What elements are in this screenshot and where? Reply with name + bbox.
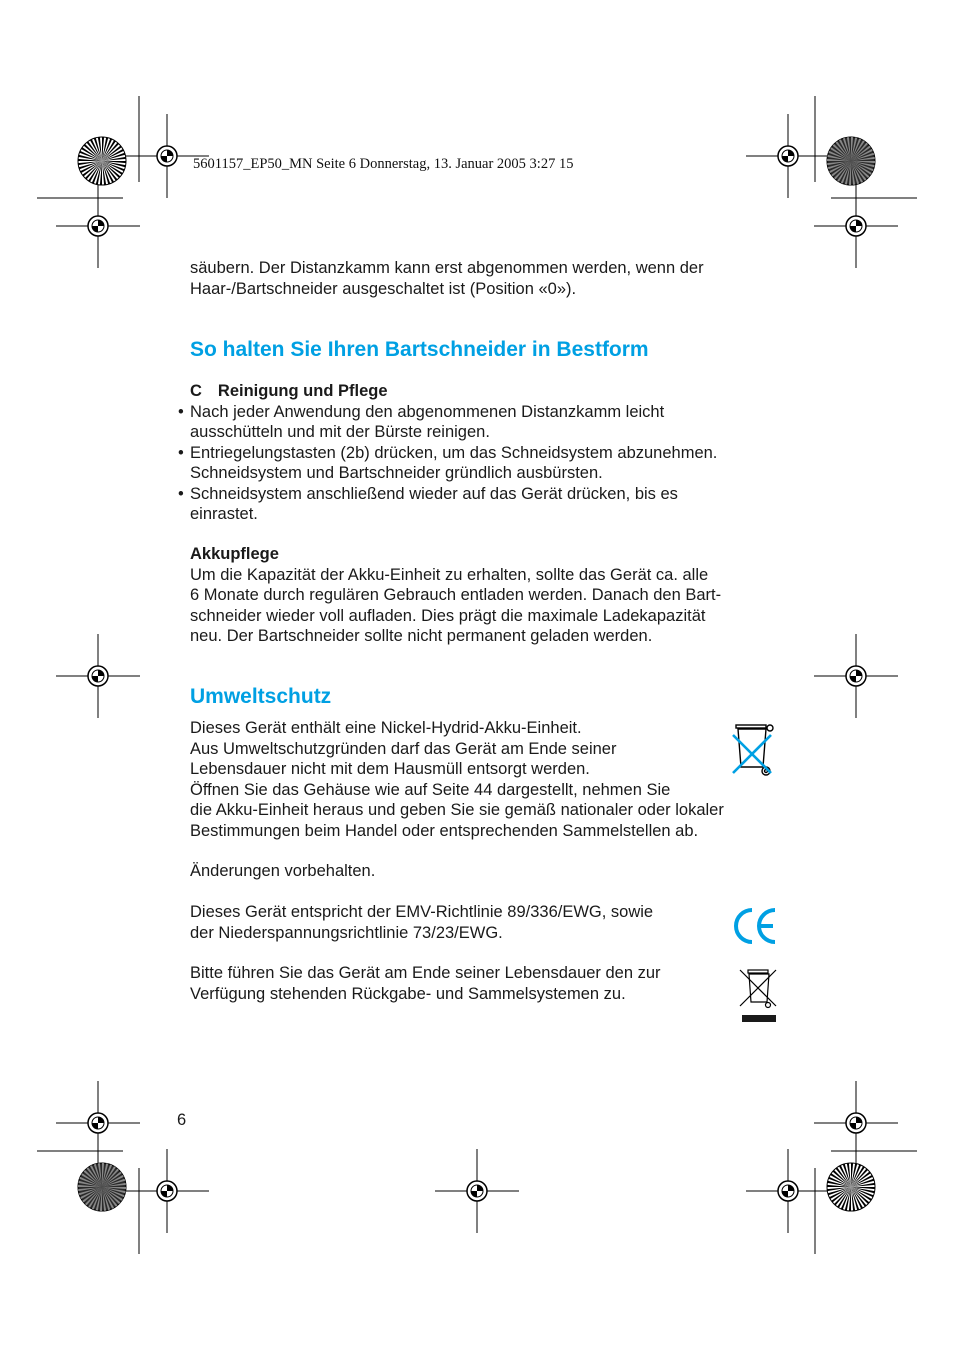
registration-mark-icon <box>56 1081 140 1165</box>
return-paragraph <box>190 963 790 1004</box>
list-item-line: Schneidsystem anschließend wieder auf das Gerät drücken, bis es <box>190 484 678 503</box>
paragraph-line: schneider wieder voll aufladen. Dies prägt die maximale Ladekapazität <box>190 606 706 625</box>
starburst-target-icon <box>78 1163 126 1211</box>
registration-mark-icon <box>746 114 830 198</box>
environment-paragraph <box>190 718 790 841</box>
paragraph-line: Lebensdauer nicht mit dem Hausmüll entsorgt werden. <box>190 760 590 778</box>
paragraph-line: 6 Monate durch regulären Gebrauch entladen werden. Danach den Bart- <box>190 586 722 604</box>
battery-care-section <box>190 544 790 647</box>
paragraph-line: Bestimmungen beim Handel oder entsprechenden Sammelstellen ab. <box>190 821 699 840</box>
intro-paragraph <box>190 258 790 299</box>
intro-line: Haar-/Bartschneider ausgeschaltet ist (Position «0»). <box>190 279 577 298</box>
paragraph-line: Dieses Gerät enthält eine Nickel-Hydrid-Akku-Einheit. <box>190 719 582 737</box>
paragraph-line: Aus Umweltschutzgründen darf das Gerät am Ende seiner <box>190 739 617 758</box>
battery-care-heading: Akkupflege <box>190 545 279 563</box>
registration-mark-icon <box>814 634 898 718</box>
starburst-target-icon <box>78 137 126 185</box>
emv-paragraph <box>190 902 790 943</box>
paragraph-line: neu. Der Bartschneider sollte nicht permanent geladen werden. <box>190 627 653 645</box>
cleaning-title: Reinigung und Pflege <box>217 382 388 400</box>
ce-mark-icon <box>733 906 779 946</box>
starburst-target-icon <box>827 137 875 185</box>
paragraph-line: Bitte führen Sie das Gerät am Ende seiner Lebensdauer den zur <box>190 964 661 982</box>
crossed-bin-icon <box>730 721 778 779</box>
paragraph-line: die Akku-Einheit heraus und geben Sie sie gemäß nationaler oder lokaler <box>190 801 724 819</box>
paragraph-line: Öffnen Sie das Gehäuse wie auf Seite 44 dargestellt, nehmen Sie <box>190 780 671 799</box>
section-title-care: So halten Sie Ihren Bartschneider in Bestform <box>190 338 649 361</box>
registration-mark-icon <box>56 634 140 718</box>
changes-notice: Änderungen vorbehalten. <box>190 862 376 880</box>
intro-line: säubern. Der Distanzkamm kann erst abgenommen werden, wenn der <box>190 259 704 277</box>
registration-mark-icon <box>814 1081 898 1165</box>
registration-mark-icon <box>746 1149 830 1233</box>
list-item-line: Nach jeder Anwendung den abgenommenen Distanzkamm leicht <box>190 402 665 421</box>
paragraph-line: Um die Kapazität der Akku-Einheit zu erhalten, sollte das Gerät ca. alle <box>190 565 709 584</box>
page-number: 6 <box>177 1111 187 1129</box>
registration-mark-icon <box>814 184 898 268</box>
registration-mark-icon <box>125 1149 209 1233</box>
section-title-environment: Umweltschutz <box>190 685 332 708</box>
registration-mark-icon <box>56 184 140 268</box>
list-item-line: Entriegelungstasten (2b) drücken, um das Schneidsystem abzunehmen. <box>190 443 718 462</box>
bullet-dot: • <box>178 484 184 503</box>
paragraph-line: Verfügung stehenden Rückgabe- und Sammelsystemen zu. <box>190 984 626 1003</box>
slug-line: 5601157_EP50_MN Seite 6 Donnerstag, 13. Januar 2005 3:27 15 <box>193 156 574 172</box>
starburst-target-icon <box>827 1163 875 1211</box>
registration-mark-icon <box>435 1149 519 1233</box>
paragraph-line: Dieses Gerät entspricht der EMV-Richtlinie 89/336/EWG, sowie <box>190 903 654 921</box>
list-item <box>178 402 790 443</box>
cleaning-section <box>178 381 790 525</box>
section-label: C <box>190 382 202 400</box>
list-item <box>178 484 790 525</box>
list-item-line: Schneidsystem und Bartschneider gründlich ausbürsten. <box>190 464 603 482</box>
list-item <box>178 443 790 484</box>
bullet-dot: • <box>178 402 184 421</box>
list-item-line: einrastet. <box>190 505 258 523</box>
list-item-line: ausschütteln und mit der Bürste reinigen. <box>190 423 490 441</box>
cleaning-heading <box>190 381 790 402</box>
paragraph-line: der Niederspannungsrichtlinie 73/23/EWG. <box>190 923 503 942</box>
weee-bin-icon <box>738 966 780 1026</box>
bullet-dot: • <box>178 443 184 462</box>
